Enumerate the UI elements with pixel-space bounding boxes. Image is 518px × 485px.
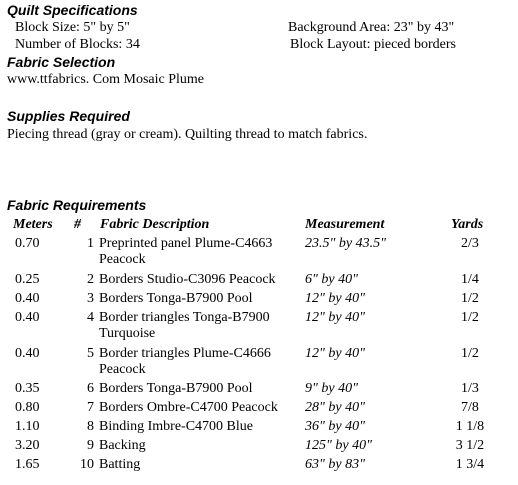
description-cell: Border triangles Plume-C4666 Peacock [99, 346, 271, 377]
number-cell: 3 [87, 291, 94, 306]
yards-cell: 1/3 [461, 381, 479, 396]
fabric-selection-heading: Fabric Selection [7, 54, 116, 70]
column-header-number: # [74, 217, 81, 232]
number-of-blocks: Number of Blocks: 34 [15, 37, 140, 52]
meters-cell: 1.65 [15, 457, 40, 472]
yards-cell: 1 1/8 [455, 419, 485, 434]
fabric-requirements-heading: Fabric Requirements [7, 197, 147, 213]
table-row [0, 236, 518, 272]
measurement-cell: 12" by 40" [305, 291, 365, 306]
measurement-cell: 28" by 40" [305, 400, 365, 415]
yards-cell: 1/2 [461, 291, 479, 306]
number-cell: 2 [87, 272, 94, 287]
number-cell: 5 [87, 346, 94, 361]
measurement-cell: 6" by 40" [305, 272, 358, 287]
description-cell: Backing [99, 438, 146, 453]
supplies-required-heading: Supplies Required [7, 108, 130, 124]
measurement-cell: 125" by 40" [305, 438, 372, 453]
number-cell: 4 [87, 310, 94, 325]
column-header-measurement: Measurement [305, 217, 385, 232]
meters-cell: 0.70 [15, 236, 40, 251]
description-cell: Preprinted panel Plume-C4663 Peacock [99, 236, 273, 267]
description-cell: Borders Tonga-B7900 Pool [99, 291, 253, 306]
column-header-yards: Yards [451, 217, 484, 232]
yards-cell: 1/2 [461, 310, 479, 325]
table-row [0, 457, 518, 477]
number-cell: 7 [87, 400, 94, 415]
column-header-meters: Meters [13, 217, 53, 232]
number-cell: 6 [87, 381, 94, 396]
description-cell: Borders Studio-C3096 Peacock [99, 272, 276, 287]
yards-cell: 7/8 [461, 400, 479, 415]
fabric-selection-text: www.ttfabrics. Com Mosaic Plume [7, 72, 205, 87]
supplies-required-text: Piecing thread (gray or cream). Quilting thread to match fabrics. [7, 127, 368, 142]
table-row [0, 310, 518, 346]
yards-cell: 3 1/2 [455, 438, 485, 453]
measurement-cell: 36" by 40" [305, 419, 365, 434]
meters-cell: 0.40 [15, 291, 40, 306]
table-row [0, 346, 518, 382]
measurement-cell: 63" by 83" [305, 457, 365, 472]
measurement-cell: 23.5" by 43.5" [305, 236, 386, 251]
block-size: Block Size: 5" by 5" [15, 20, 130, 35]
meters-cell: 3.20 [15, 438, 40, 453]
number-cell: 1 [87, 236, 94, 251]
number-cell: 8 [87, 419, 94, 434]
yards-cell: 1 3/4 [455, 457, 485, 472]
description-cell: Binding Imbre-C4700 Blue [99, 419, 253, 434]
measurement-cell: 12" by 40" [305, 310, 365, 325]
yards-cell: 2/3 [461, 236, 479, 251]
meters-cell: 1.10 [15, 419, 40, 434]
block-layout: Block Layout: pieced borders [290, 37, 457, 52]
background-area: Background Area: 23" by 43" [288, 20, 455, 35]
quilt-specifications-heading: Quilt Specifications [7, 2, 138, 18]
description-cell: Border triangles Tonga-B7900 Turquoise [99, 310, 270, 341]
measurement-cell: 9" by 40" [305, 381, 358, 396]
meters-cell: 0.35 [15, 381, 40, 396]
column-header-fabric-description: Fabric Description [100, 217, 210, 232]
meters-cell: 0.40 [15, 346, 40, 361]
description-cell: Borders Tonga-B7900 Pool [99, 381, 253, 396]
measurement-cell: 12" by 40" [305, 346, 365, 361]
number-cell: 9 [87, 438, 94, 453]
meters-cell: 0.40 [15, 310, 40, 325]
meters-cell: 0.25 [15, 272, 40, 287]
number-cell: 10 [80, 457, 94, 472]
meters-cell: 0.80 [15, 400, 40, 415]
yards-cell: 1/2 [461, 346, 479, 361]
description-cell: Batting [99, 457, 141, 472]
yards-cell: 1/4 [461, 272, 479, 287]
description-cell: Borders Ombre-C4700 Peacock [99, 400, 278, 415]
